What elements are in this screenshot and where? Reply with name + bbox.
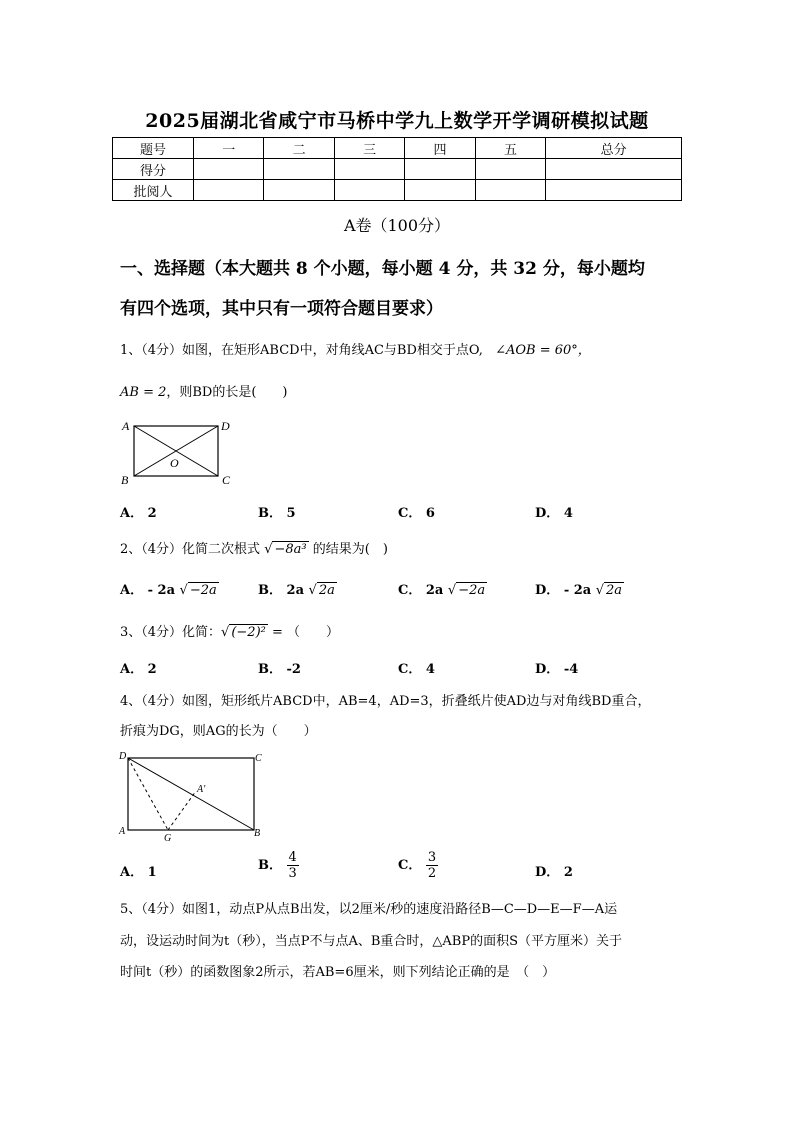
section-heading-line1: 一、选择题（本大题共 8 个小题，每小题 4 分，共 32 分，每小题均 <box>120 259 645 279</box>
point-label: D <box>221 419 230 433</box>
question-5-line3: 时间t（秒）的函数图象2所示，若AB=6厘米，则下列结论正确的是 （ ） <box>120 965 556 980</box>
option-a[interactable]: A． - 2a √ −2a <box>120 583 217 598</box>
point-label: C <box>222 473 231 487</box>
question-1-line2: ，则BD的长是( ) <box>166 385 288 400</box>
option-b[interactable]: B． -2 <box>258 662 301 677</box>
question-3-text <box>120 621 339 640</box>
score-table <box>112 137 682 201</box>
diagonal-line <box>128 758 254 830</box>
option-d[interactable]: D． - 2a √ 2a <box>535 583 623 598</box>
option-c[interactable]: C． 4 <box>398 662 435 677</box>
question-1-line1: 1、（4分）如图，在矩形ABCD中，对角线AC与BD相交于点O, <box>120 343 488 358</box>
table-cell: 题号 <box>113 138 194 159</box>
option-a[interactable]: A． 2 <box>120 506 157 521</box>
table-cell <box>194 180 264 201</box>
table-cell: 三 <box>334 138 404 159</box>
question-4-line2: 折痕为DG，则AG的长为（ ） <box>120 724 317 739</box>
table-cell <box>194 159 264 180</box>
table-cell <box>546 159 682 180</box>
fraction: $\frac{4}{3}$ <box>288 850 297 881</box>
question-1-angle: ∠AOB = 60°， <box>495 343 591 358</box>
question-1-text <box>120 339 591 358</box>
question-2-stem-end: 的结果为( ) <box>312 542 388 557</box>
table-cell: 得分 <box>113 159 194 180</box>
point-label: A' <box>197 784 206 795</box>
question-3-stem-end: = （ ） <box>267 625 340 640</box>
point-label: A <box>119 826 126 837</box>
sqrt-icon: √ <box>264 542 273 557</box>
point-label: O <box>170 456 179 470</box>
table-cell <box>334 159 404 180</box>
question-1-text-line2 <box>120 381 288 400</box>
table-cell <box>475 159 545 180</box>
fraction: $\frac{3}{2}$ <box>427 850 437 881</box>
table-cell: 四 <box>405 138 475 159</box>
table-cell <box>264 159 334 180</box>
option-b[interactable]: B． $\frac{4}{3}$ <box>258 850 297 881</box>
option-a[interactable]: A． 2 <box>120 662 157 677</box>
option-c[interactable]: C． $\frac{3}{2}$ <box>398 850 437 881</box>
table-row <box>113 138 682 159</box>
question-3-radicand: (−2)² <box>231 625 266 640</box>
point-label: B <box>254 828 261 839</box>
question-4-figure <box>116 750 266 842</box>
option-c[interactable]: C． 2a √ −2a <box>398 583 486 598</box>
table-cell: 一 <box>194 138 264 159</box>
table-cell <box>334 180 404 201</box>
table-row <box>113 180 682 201</box>
fold-line <box>128 758 168 830</box>
option-c[interactable]: C． 6 <box>398 506 435 521</box>
option-d[interactable]: D． 4 <box>535 506 573 521</box>
sqrt-icon: √ <box>221 625 230 640</box>
question-3-stem: 3、（4分）化简： <box>120 625 222 640</box>
table-row <box>113 159 682 180</box>
table-cell <box>264 180 334 201</box>
option-d[interactable]: D． 2 <box>535 865 573 880</box>
exam-title: 2025届湖北省咸宁市马桥中学九上数学开学调研模拟试题 <box>145 110 649 132</box>
table-cell: 批阅人 <box>113 180 194 201</box>
table-cell <box>405 180 475 201</box>
option-d[interactable]: D． -4 <box>535 662 579 677</box>
table-cell: 总分 <box>546 138 682 159</box>
section-subtitle: A卷（100分） <box>343 216 451 235</box>
question-2-text <box>120 538 388 557</box>
fold-line <box>168 791 196 830</box>
point-label: G <box>164 833 172 842</box>
table-cell <box>475 180 545 201</box>
table-cell: 二 <box>264 138 334 159</box>
question-4-line1: 4、（4分）如图，矩形纸片ABCD中，AB=4，AD=3，折叠纸片使AD边与对角线BD重合， <box>120 694 651 709</box>
question-2-radicand: −8a³ <box>274 542 307 557</box>
point-label: D <box>119 751 127 762</box>
table-cell <box>546 180 682 201</box>
section-heading-line2: 有四个选项，其中只有一项符合题目要求） <box>120 299 443 319</box>
question-1-figure <box>118 418 238 488</box>
point-label: B <box>121 473 129 487</box>
point-label: C <box>255 753 262 764</box>
option-a[interactable]: A． 1 <box>120 865 157 880</box>
question-5-line2: 动，设运动时间为t（秒），当点P不与点A、B重合时，△ABP的面积S（平方厘米）关于 <box>120 934 623 949</box>
option-b[interactable]: B． 5 <box>258 506 296 521</box>
option-b[interactable]: B． 2a √ 2a <box>258 583 335 598</box>
question-5-line1: 5、（4分）如图1，动点P从点B出发，以2厘米/秒的速度沿路径B—C—D—E—F—A运 <box>120 902 618 917</box>
table-cell: 五 <box>475 138 545 159</box>
question-2-stem: 2、（4分）化简二次根式 <box>120 542 261 557</box>
table-cell <box>405 159 475 180</box>
point-label: A <box>122 419 130 433</box>
question-1-math: AB = 2 <box>120 385 167 400</box>
